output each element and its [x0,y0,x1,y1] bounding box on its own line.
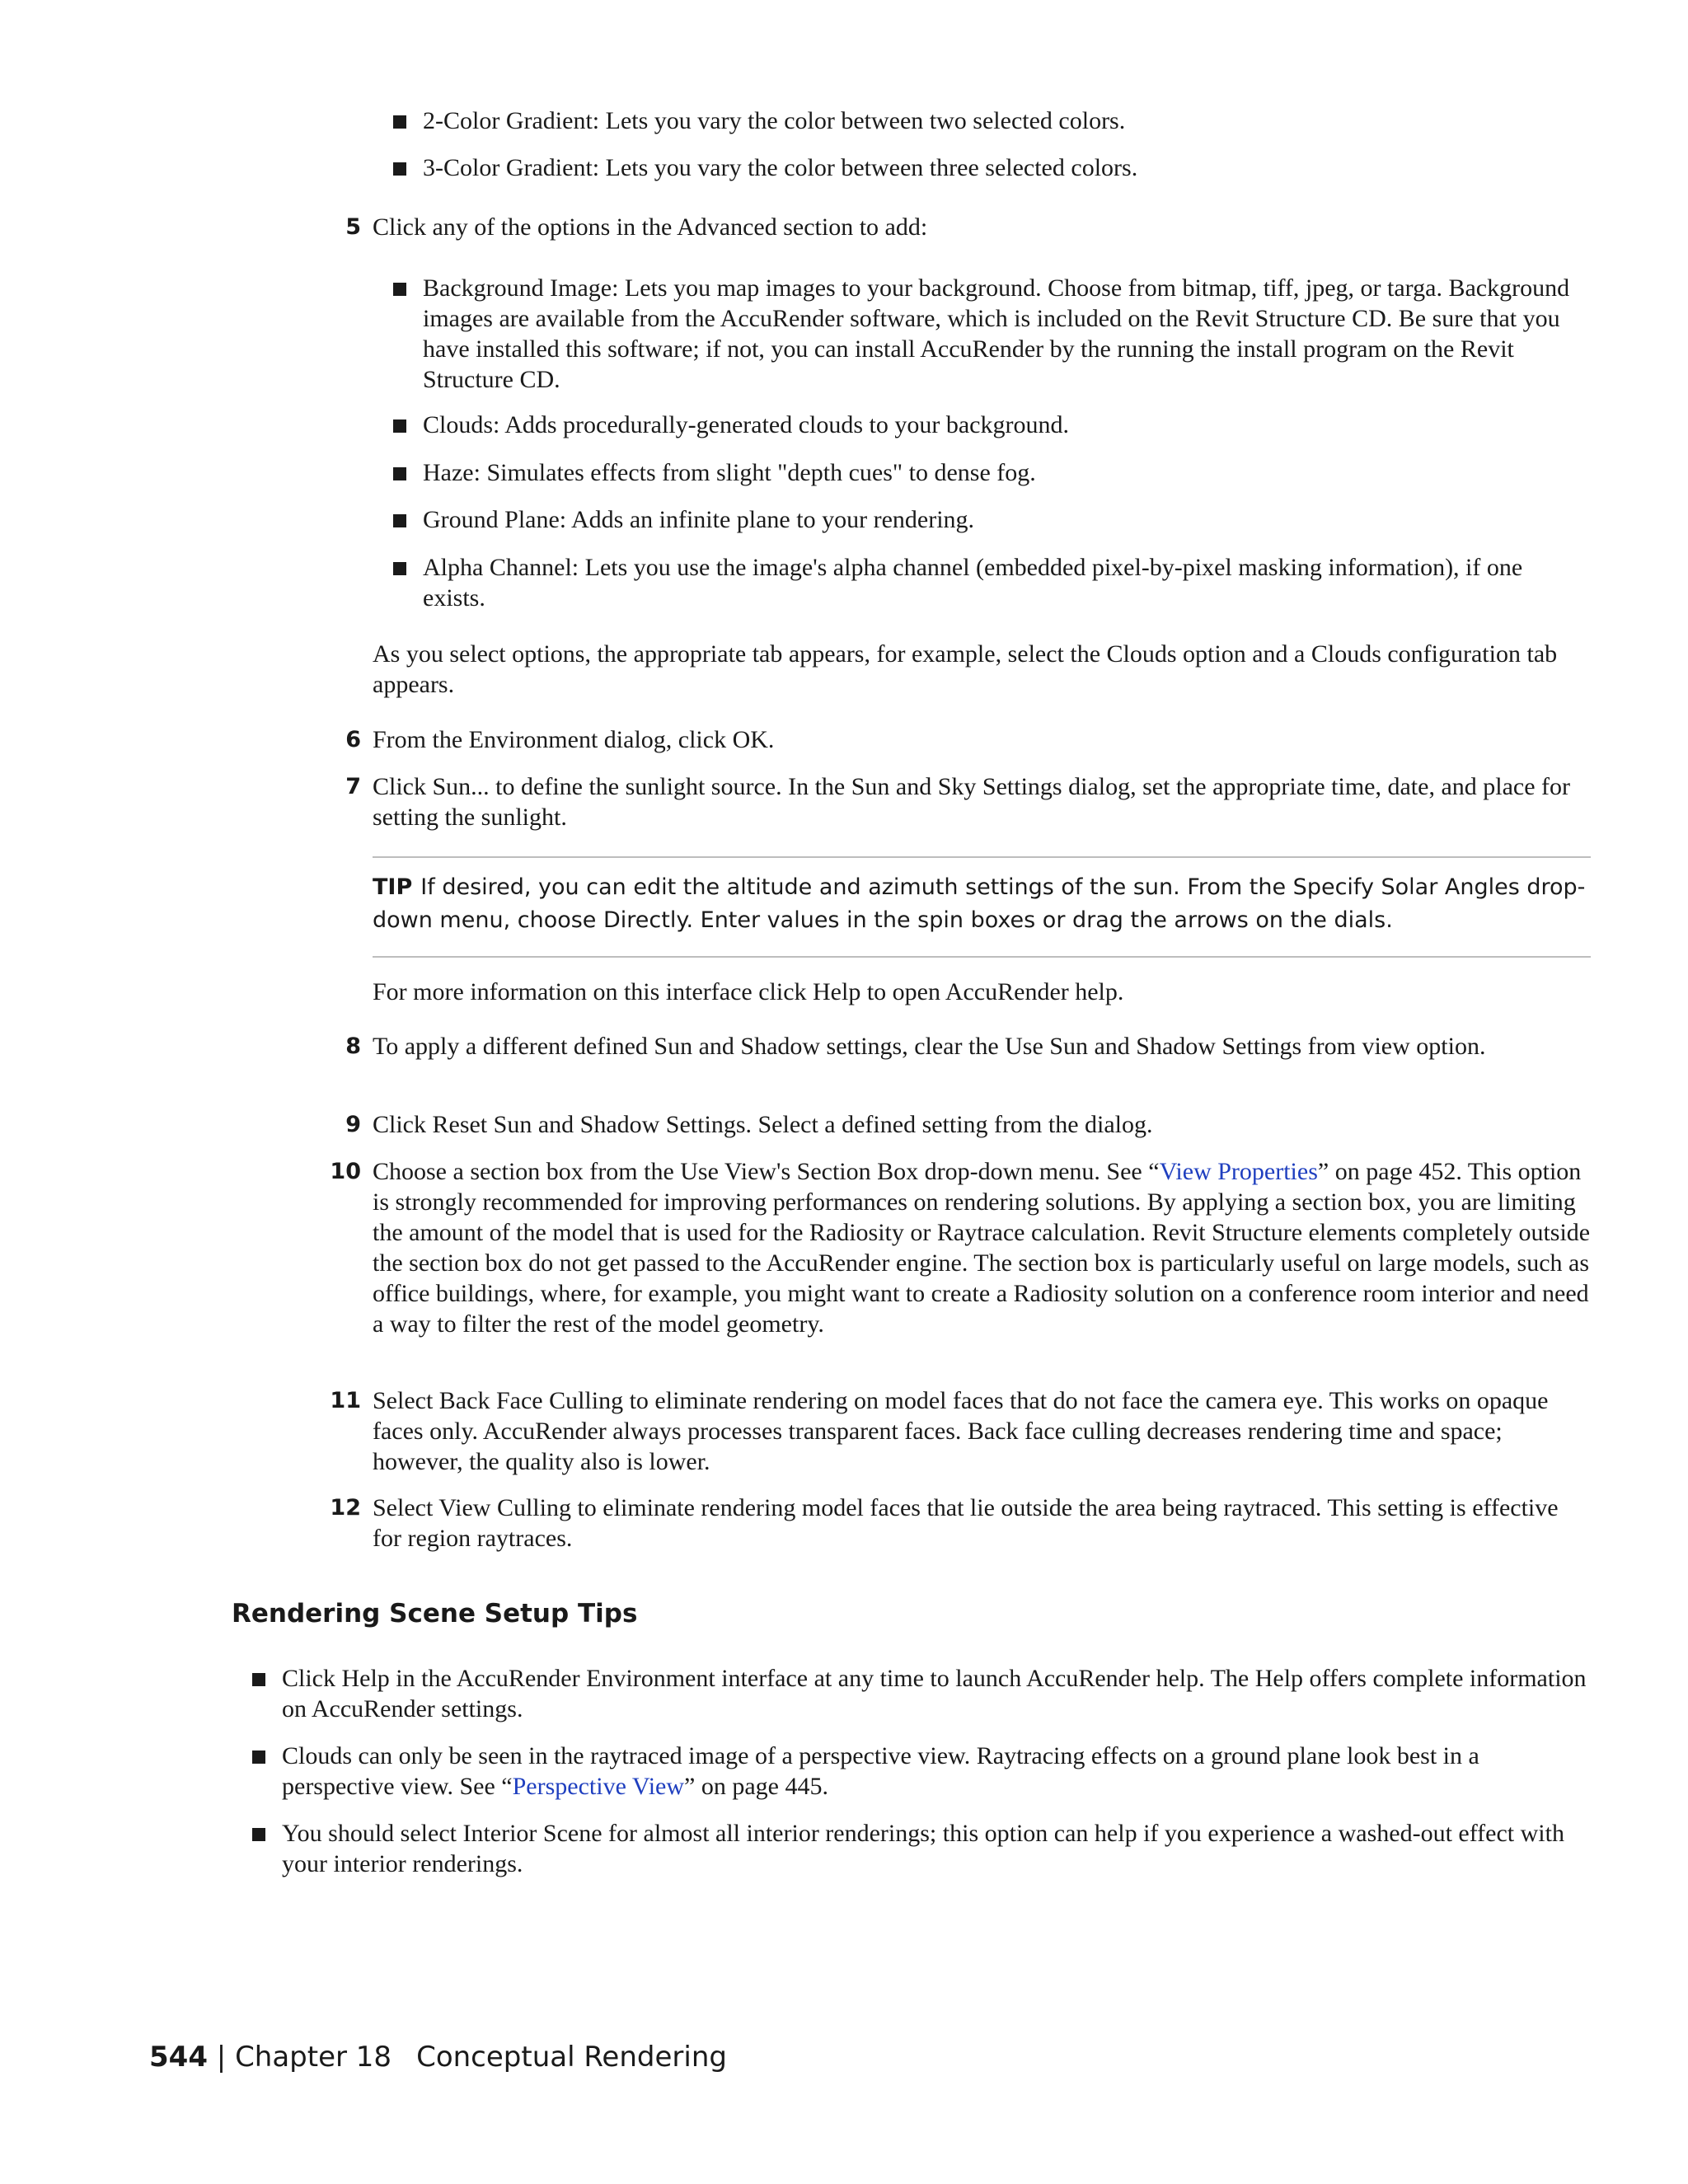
more-info-text: For more information on this interface click Help to open AccuRender help. [373,978,1124,1005]
step-followup: As you select options, the appropriate tab appears, for example, select the Clouds option and a Clouds configuration tab appears. [373,640,1558,698]
bullet-icon [252,1750,265,1764]
bullet-icon [252,1828,265,1841]
bullet-text: Clouds: Adds procedurally-generated clouds to your background. [423,411,1069,438]
bullet-text [282,1741,1591,1802]
step-text: Select View Culling to eliminate rendering model faces that lie outside the area being raytraced. This setting is effective for region raytraces. [373,1494,1559,1552]
bullet-icon [252,1673,265,1686]
bullet-icon [393,562,406,575]
bullet-text: You should select Interior Scene for almost all interior renderings; this option can help if you experience a washed-out effect with your interior renderings. [282,1820,1564,1877]
step-text: Click Reset Sun and Shadow Settings. Select a defined setting from the dialog. [373,1111,1153,1138]
bullet-text: Alpha Channel: Lets you use the image's alpha channel (embedded pixel-by-pixel masking information), if one exists. [423,554,1523,612]
step-number: 10 [330,1159,361,1184]
step-text-part: ” on page 452. This option is strongly recommended for improving performances on rendering solutions. By applying a section box, you are limiting the amount of the model that is used for the Radiosity or Raytrace calculation. Revit Structure elements completely outside the section box do not get passed to the AccuRender engine. The section box is particularly useful on large models, such as office buildings, where, for example, you might want to create a Radiosity solution on a conference room interior and need a way to filter the rest of the model geometry. [373,1158,1591,1338]
footer-separator: | [207,2041,236,2074]
chapter-label: Chapter 18 [235,2041,392,2074]
tip-note [373,871,1592,937]
bullet-text-part: Clouds can only be seen in the raytraced image of a perspective view. Raytracing effects on a ground plane look best in a perspective view. See “ [282,1742,1479,1800]
bullet-text: Click Help in the AccuRender Environment interface at any time to launch AccuRender help. The Help offers complete information on AccuRender settings. [282,1665,1587,1722]
bullet-text-part: ” on page 445. [684,1773,828,1800]
step-number: 6 [345,727,361,752]
bullet-icon [393,467,406,480]
step-text: To apply a different defined Sun and Shadow settings, clear the Use Sun and Shadow Settings from view option. [373,1033,1486,1060]
step-number: 7 [345,774,361,799]
step-text-part: Choose a section box from the Use View's Section Box drop-down menu. See “ [373,1158,1160,1185]
step-text: Click any of the options in the Advanced section to add: [373,213,928,241]
bullet-icon [393,419,406,433]
step-text [373,1156,1591,1339]
divider [373,956,1591,958]
step-number: 12 [330,1495,361,1521]
bullet-text: Haze: Simulates effects from slight "depth cues" to dense fog. [423,459,1036,486]
step-text: Click Sun... to define the sunlight source. In the Sun and Sky Settings dialog, set the appropriate time, date, and place for setting the sunlight. [373,773,1571,831]
step-number: 5 [345,214,361,240]
view-properties-link[interactable]: View Properties [1159,1158,1318,1185]
step-number: 8 [345,1033,361,1059]
page-footer [149,2042,727,2073]
bullet-icon [393,514,406,527]
bullet-icon [393,115,406,129]
bullet-text: Background Image: Lets you map images to your background. Choose from bitmap, tiff, jpeg, or targa. Background images are available from the AccuRender software, which is included on the Revit Structure CD. Be sure that you have installed this software; if not, you can install AccuRender by the running the install program on the Revit Structure CD. [423,274,1570,393]
section-heading: Rendering Scene Setup Tips [232,1599,638,1629]
step-number: 9 [345,1112,361,1137]
step-text: Select Back Face Culling to eliminate rendering on model faces that do not face the camera eye. This works on opaque faces only. AccuRender always processes transparent faces. Back face culling decreases rendering time and space; however, the quality also is lower. [373,1387,1549,1475]
step-text: From the Environment dialog, click OK. [373,726,775,753]
tip-text: If desired, you can edit the altitude and azimuth settings of the sun. From the Specify Solar Angles drop-down menu, choose Directly. Enter values in the spin boxes or drag the arrows on the dials. [373,874,1586,933]
bullet-icon [393,162,406,176]
bullet-icon [393,283,406,296]
page-number: 544 [149,2041,208,2074]
bullet-text: 2-Color Gradient: Lets you vary the color between two selected colors. [423,107,1126,134]
step-number: 11 [330,1388,361,1413]
tip-label: TIP [373,874,413,900]
perspective-view-link[interactable]: Perspective View [512,1773,685,1800]
divider [373,856,1591,858]
bullet-text: Ground Plane: Adds an infinite plane to your rendering. [423,506,975,533]
chapter-title: Conceptual Rendering [416,2041,727,2074]
bullet-text: 3-Color Gradient: Lets you vary the color between three selected colors. [423,154,1138,181]
